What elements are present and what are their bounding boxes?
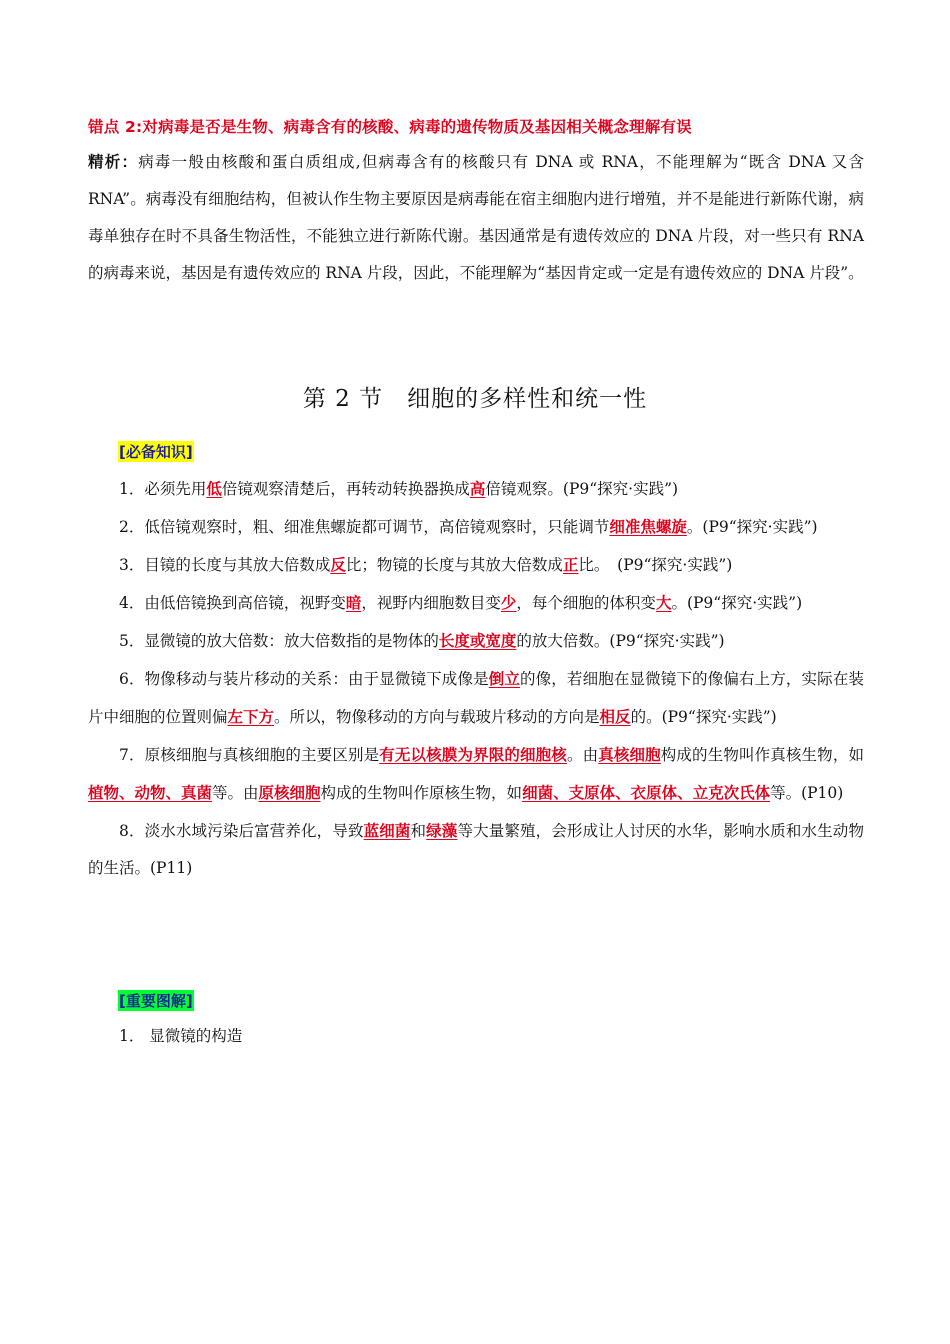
item-text: 比。 (P9“探究·实践”) — [578, 556, 733, 574]
highlighted-keyword: 长度或宽度 — [438, 631, 517, 650]
item-text: ，视野内细胞数目变 — [361, 594, 501, 612]
item-text: 。(P9“探究·实践”) — [686, 518, 818, 536]
item-text: 比；物镜的长度与其放大倍数成 — [345, 556, 563, 574]
highlighted-keyword: 绿藻 — [426, 821, 458, 840]
item-text: 7．原核细胞与真核细胞的主要区别是 — [119, 746, 380, 764]
item-text: 的放大倍数。(P9“探究·实践”) — [516, 632, 725, 650]
knowledge-item — [88, 546, 864, 584]
item-text: ，每个细胞的体积变 — [516, 594, 656, 612]
item-text: 。由 — [566, 746, 599, 764]
highlighted-keyword: 真核细胞 — [598, 745, 661, 764]
item-text: 6．物像移动与装片移动的关系：由于显微镜下成像是 — [119, 670, 489, 688]
knowledge-item — [88, 660, 864, 736]
item-text: 8．淡水水域污染后富营养化，导致 — [119, 822, 364, 840]
knowledge-item — [88, 584, 864, 622]
highlighted-keyword: 左下方 — [227, 707, 275, 726]
highlighted-keyword: 倒立 — [488, 669, 521, 688]
highlighted-keyword: 有无以核膜为界限的细胞核 — [379, 745, 567, 764]
error-point-title: 错点 2:对病毒是否是生物、病毒含有的核酸、病毒的遗传物质及基因相关概念理解有误 — [88, 118, 692, 136]
key-diagrams-tag: [重要图解] — [119, 992, 193, 1010]
item-text: 。(P9“探究·实践”) — [671, 594, 803, 612]
knowledge-list — [88, 470, 864, 887]
item-text: 3．目镜的长度与其放大倍数成 — [119, 556, 331, 574]
item-text: 倍镜观察清楚后，再转动转换器换成 — [221, 480, 470, 498]
item-text: 倍镜观察。(P9“探究·实践”) — [485, 480, 679, 498]
item-text: 构成的生物叫作原核生物，如 — [320, 784, 523, 802]
item-text: 4．由低倍镜换到高倍镜，视野变 — [119, 594, 346, 612]
highlighted-keyword: 原核细胞 — [258, 783, 321, 802]
highlighted-keyword: 细菌、支原体、衣原体、立克次氏体 — [522, 783, 771, 802]
knowledge-item — [88, 470, 864, 508]
item-text: 1．必须先用 — [119, 480, 207, 498]
item-text: 和 — [410, 822, 427, 840]
highlighted-keyword: 细准焦螺旋 — [609, 517, 687, 536]
knowledge-item — [88, 508, 864, 546]
knowledge-item — [88, 812, 864, 887]
highlighted-keyword: 低 — [206, 479, 222, 498]
section-title: 第 2 节 细胞的多样性和统一性 — [302, 386, 648, 412]
item-text: 2．低倍镜观察时，粗、细准焦螺旋都可调节，高倍镜观察时，只能调节 — [119, 518, 610, 536]
item-text: 。所以，物像移动的方向与载玻片移动的方向是 — [274, 708, 600, 726]
diagram-item-microscope: 1． 显微镜的构造 — [119, 1027, 243, 1045]
item-text: 的像，若细胞在显微镜下的像偏右上方，实际在装片中细胞的位置则偏 — [88, 670, 864, 726]
item-text: 等大量繁殖，会形成让人讨厌的水华，影响水质和水生动物的生活。(P11) — [88, 822, 864, 877]
item-text: 5．显微镜的放大倍数：放大倍数指的是物体的 — [119, 632, 439, 650]
knowledge-item — [88, 736, 864, 812]
item-text: 等。(P10) — [770, 784, 844, 802]
essential-knowledge-tag: [必备知识] — [119, 443, 193, 461]
item-text: 的。(P9“探究·实践”) — [630, 708, 777, 726]
highlighted-keyword: 蓝细菌 — [363, 821, 411, 840]
item-text: 构成的生物叫作真核生物，如 — [660, 746, 864, 764]
highlighted-keyword: 正 — [562, 555, 579, 574]
highlighted-keyword: 高 — [469, 479, 486, 498]
highlighted-keyword: 相反 — [599, 707, 631, 726]
highlighted-keyword: 植物、动物、真菌 — [88, 783, 213, 802]
analysis-text: 病毒一般由核酸和蛋白质组成,但病毒含有的核酸只有 DNA 或 RNA，不能理解为“既含 DNA 又含 RNA”。病毒没有细胞结构，但被认作生物主要原因是病毒能在宿主细胞内进行增殖，并不是能进行新陈代谢，病毒单独存在时不具备生物活性，不能独立进行新陈代谢。基因通常是有遗传效应的 DNA 片段，对一些只有 RNA 的病毒来说，基因是有遗传效应的 RNA 片段，因此，不能理解为“基因肯定或一定是有遗传效应的 DNA 片段”。 — [88, 153, 864, 282]
highlighted-keyword: 大 — [655, 593, 672, 612]
highlighted-keyword: 反 — [330, 555, 346, 574]
highlighted-keyword: 少 — [500, 593, 517, 612]
analysis-label: 精析： — [88, 153, 139, 171]
item-text: 等。由 — [212, 784, 259, 802]
highlighted-keyword: 暗 — [345, 593, 362, 612]
analysis-paragraph — [88, 144, 864, 292]
knowledge-item — [88, 622, 864, 660]
